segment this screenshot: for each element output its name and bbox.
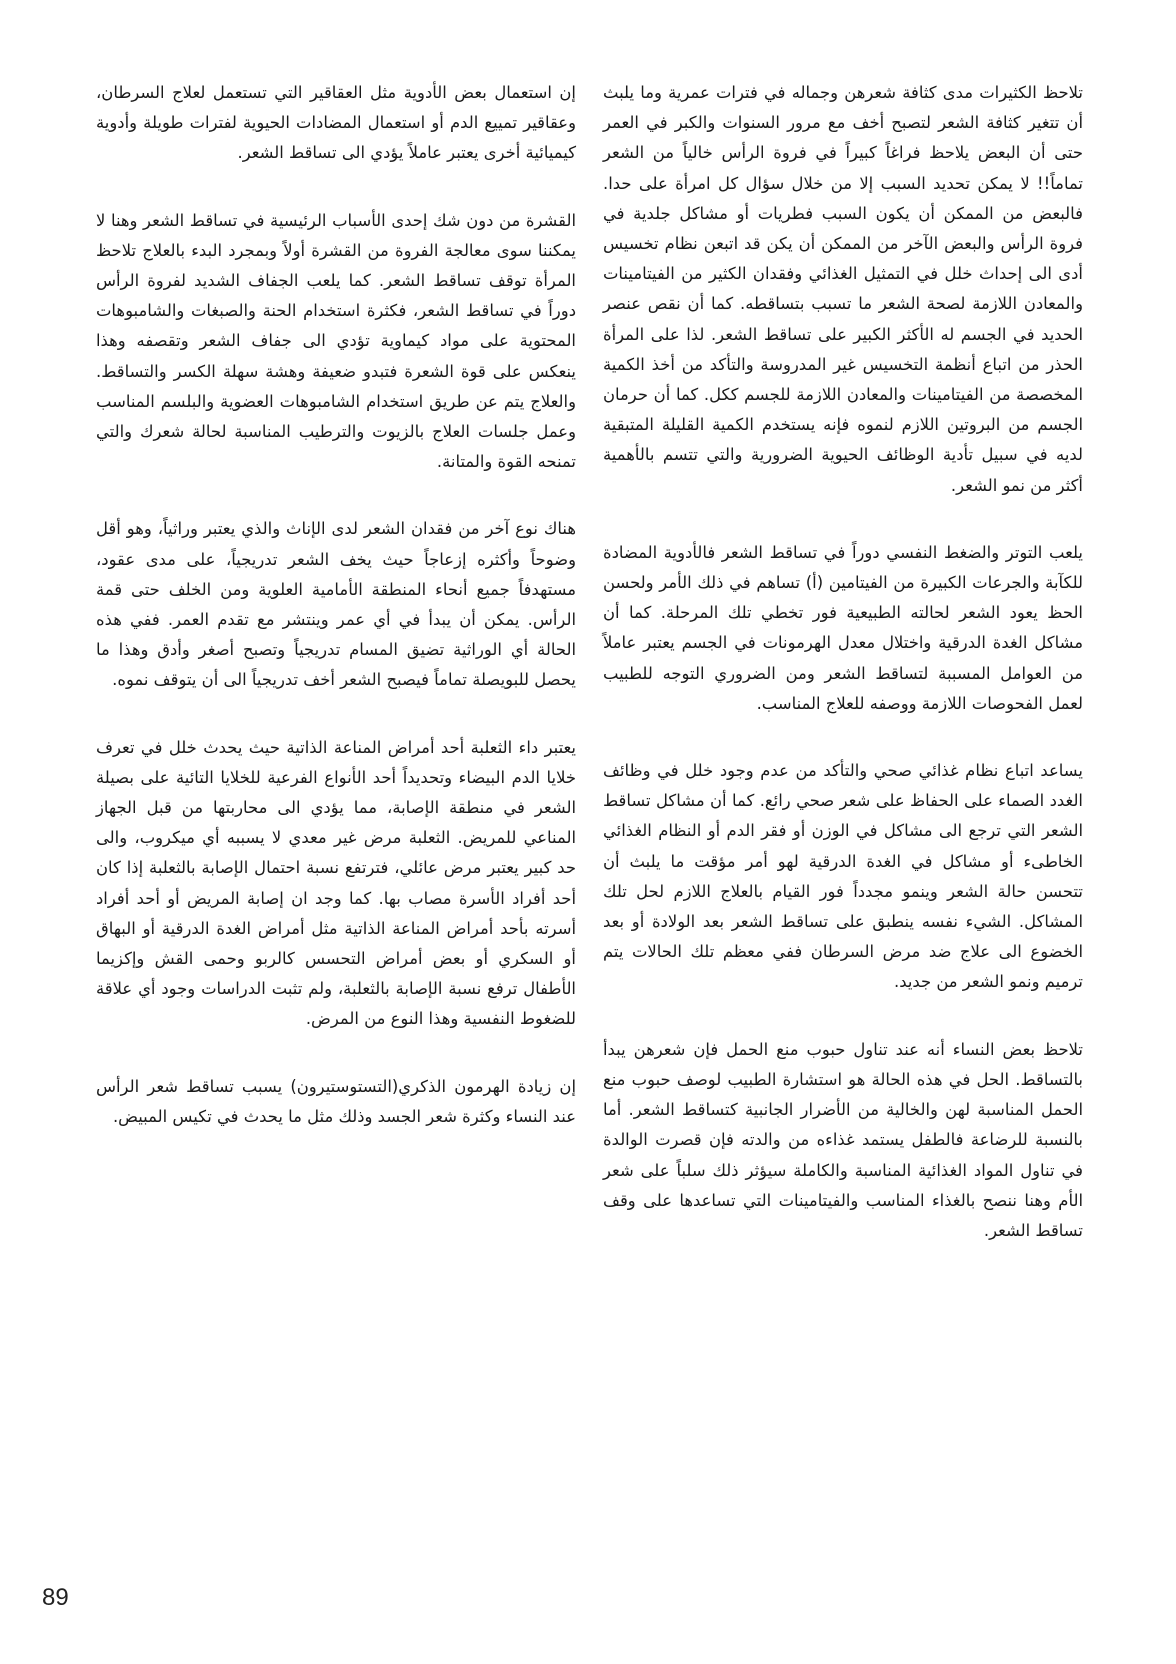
paragraph: يعتبر داء الثعلبة أحد أمراض المناعة الذاتية حيث يحدث خلل في تعرف خلايا الدم البيضاء وتحديداً أحد الأنواع الفرعية للخلايا التائية على بصيلة الشعر في منطقة الإصابة، مما يؤدي الى محاربتها من قبل الجهاز المناعي للمريض. الثعلبة مرض غير معدي لا يسببه أي ميكروب، والى حد كبير يعتبر مرض عائلي، فترتفع نسبة احتمال الإصابة بالثعلبة إذا كان أحد أفراد الأسرة مصاب بها. كما وجد ان إصابة المريض أو أحد أفراد أسرته بأحد أمراض المناعة الذاتية مثل أمراض الغدة الدرقية أو البهاق أو السكري أو بعض أمراض التحسس كالربو وحمى القش وإكزيما الأطفال ترفع نسبة الإصابة بالثعلبة، ولم تثبت الدراسات وجود أي علاقة للضغوط النفسية وهذا النوع من المرض. <box>96 737 576 1029</box>
paragraph: إن زيادة الهرمون الذكري(التستوستيرون) يسبب تساقط شعر الرأس عند النساء وكثرة شعر الجسد وذلك مثل ما يحدث في تكيس المبيض. <box>96 1076 576 1126</box>
paragraph: تلاحظ الكثيرات مدى كثافة شعرهن وجماله في فترات عمرية وما يلبث أن تتغير كثافة الشعر لتصبح أخف مع مرور السنوات والكبر في العمر حتى أن البعض يلاحظ فراغاً كبيراً في فروة الرأس خالياً من الشعر تماماً!! لا يمكن تحديد السبب إلا من خلال سؤال كل امرأة على حدا. فالبعض من الممكن أن يكون السبب فطريات أو مشاكل جلدية في فروة الرأس والبعض الآخر من الممكن أن يكن قد اتبعن نظام تخسيس أدى الى إحداث خلل في التمثيل الغذائي وفقدان الكثير من الفيتامينات والمعادن اللازمة لصحة الشعر ما تسبب بتساقطه. كما أن نقص عنصر الحديد في الجسم له الأكثر الكبير على تساقط الشعر. لذا على المرأة الحذر من اتباع أنظمة التخسيس غير المدروسة والتأكد من أخذ الكمية المخصصة من الفيتامينات والمعادن اللازمة للجسم ككل. كما أن حرمان الجسم من البروتين اللازم لنموه فإنه يستخدم الكمية القليلة المتبقية لديه في سبيل تأدية الوظائف الحيوية الضرورية والتي تتسم بالأهمية أكثر من نمو الشعر. <box>603 83 1083 495</box>
paragraph: هناك نوع آخر من فقدان الشعر لدى الإناث والذي يعتبر وراثياً، وهو أقل وضوحاً وأكثره إزعاجاً حيث يخف الشعر تدريجياً، على مدى عقود، مستهدفاً جميع أنحاء المنطقة الأمامية العلوية ومن الخلف حتى قمة الرأس. يمكن أن يبدأ في أي عمر وينتشر مع تقدم العمر. ففي هذه الحالة أي الوراثية تضيق المسام تدريجياً وتصبح أصغر وأدق وهذا ما يحصل للبويصلة تماماً فيصبح الشعر أخف تدريجياً الى أن يتوقف نموه. <box>96 519 576 690</box>
paragraph: القشرة من دون شك إحدى الأسباب الرئيسية في تساقط الشعر وهنا لا يمكننا سوى معالجة الفروة من القشرة أولاً وبمجرد البدء بالعلاج تلاحظ المرأة توقف تساقط الشعر. كما يلعب الجفاف الشديد لفروة الرأس دوراً في تساقط الشعر، فكثرة استخدام الحنة والصبغات والشامبوهات المحتوية على مواد كيماوية تؤدي الى جفاف الشعر وتقصفه وهذا ينعكس على قوة الشعرة فتبدو ضعيفة وهشة سهلة الكسر والتساقط. والعلاج يتم عن طريق استخدام الشامبوهات العضوية والبلسم المناسب وعمل جلسات العلاج بالزيوت والترطيب المناسبة لحالة شعرك والتي تمنحه القوة والمتانة. <box>96 210 576 472</box>
right-text-column <box>603 78 1083 1283</box>
page-number: 89 <box>42 1584 69 1611</box>
paragraph: إن استعمال بعض الأدوية مثل العقاقير التي تستعمل لعلاج السرطان، وعقاقير تمييع الدم أو استعمال المضادات الحيوية لفترات طويلة وأدوية كيميائية أخرى يعتبر عاملاً يؤدي الى تساقط الشعر. <box>96 83 576 163</box>
paragraph: تلاحظ بعض النساء أنه عند تناول حبوب منع الحمل فإن شعرهن يبدأ بالتساقط. الحل في هذه الحالة هو استشارة الطبيب لوصف حبوب منع الحمل المناسبة لهن والخالية من الأضرار الجانبية كتساقط الشعر. أما بالنسبة للرضاعة فالطفل يستمد غذاءه من والدته فإن قصرت الوالدة في تناول المواد الغذائية المناسبة والكاملة سيؤثر ذلك سلباً على شعر الأم وهنا ننصح بالغذاء المناسب والفيتامينات التي تساعدها على وقف تساقط الشعر. <box>603 1039 1083 1240</box>
left-text-column <box>96 78 576 1169</box>
paragraph: يلعب التوتر والضغط النفسي دوراً في تساقط الشعر فالأدوية المضادة للكآبة والجرعات الكبيرة من الفيتامين (أ) تساهم في ذلك الأمر ولحسن الحظ يعود الشعر لحالته الطبيعية فور تخطي تلك المرحلة. كما أن مشاكل الغدة الدرقية واختلال معدل الهرمونات في الجسم يعتبر عاملاً من العوامل المسببة لتساقط الشعر ومن الضروري التوجه للطبيب لعمل الفحوصات اللازمة ووصفه للعلاج المناسب. <box>603 542 1083 713</box>
paragraph: يساعد اتباع نظام غذائي صحي والتأكد من عدم وجود خلل في وظائف الغدد الصماء على الحفاظ على شعر صحي رائع. كما أن مشاكل تساقط الشعر التي ترجع الى مشاكل في الوزن أو فقر الدم أو النظام الغذائي الخاطىء أو مشاكل في الغدة الدرقية لهو أمر مؤقت ما يلبث أن تتحسن حالة الشعر وينمو مجدداً فور القيام بالعلاج اللازم لحل تلك المشاكل. الشيء نفسه ينطبق على تساقط الشعر بعد الولادة أو بعد الخضوع الى علاج ضد مرض السرطان ففي معظم تلك الحالات يتم ترميم ونمو الشعر من جديد. <box>603 761 1083 992</box>
